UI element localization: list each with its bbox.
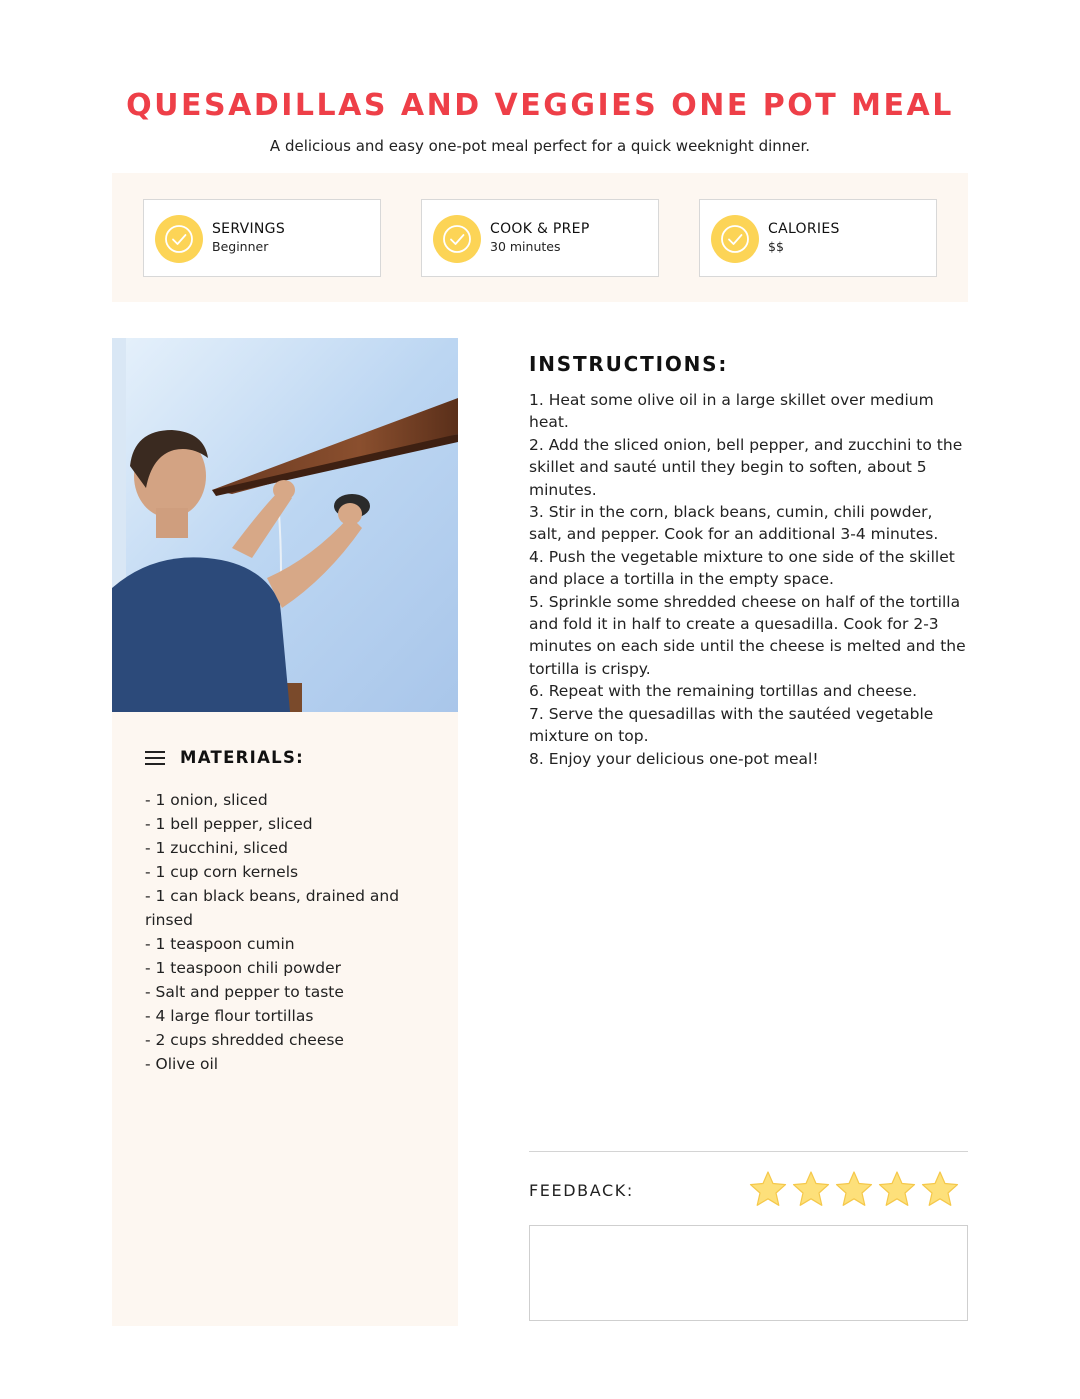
list-item: - Olive oil <box>145 1055 219 1073</box>
check-circle-icon <box>711 215 759 263</box>
instruction-step: 3. Stir in the corn, black beans, cumin, chili powder, salt, and pepper. Cook for an additional 3-4 minutes. <box>529 503 939 544</box>
materials-heading <box>145 748 304 767</box>
feedback-input[interactable] <box>529 1225 968 1321</box>
star-icon[interactable] <box>791 1169 831 1209</box>
materials-panel <box>112 338 458 1326</box>
calories-label: CALORIES <box>768 221 840 237</box>
servings-card <box>143 199 381 277</box>
info-band <box>112 173 968 302</box>
menu-icon <box>145 750 165 766</box>
list-item: - 1 bell pepper, sliced <box>145 815 313 833</box>
instruction-step: 1. Heat some olive oil in a large skillet over medium heat. <box>529 391 934 432</box>
cook-prep-card <box>421 199 659 277</box>
feedback-label: FEEDBACK: <box>529 1181 634 1200</box>
star-icon[interactable] <box>834 1169 874 1209</box>
star-rating[interactable] <box>748 1169 963 1209</box>
instructions-list <box>529 389 969 770</box>
instruction-step: 6. Repeat with the remaining tortillas and cheese. <box>529 682 918 701</box>
servings-label: SERVINGS <box>212 221 286 237</box>
list-item: - 1 teaspoon chili powder <box>145 959 341 977</box>
recipe-photo <box>112 338 458 712</box>
calories-card <box>699 199 937 277</box>
check-circle-icon <box>433 215 481 263</box>
cook-prep-label: COOK & PREP <box>490 221 590 237</box>
instructions-title: INSTRUCTIONS: <box>529 352 729 376</box>
star-icon[interactable] <box>920 1169 960 1209</box>
list-item: - 4 large flour tortillas <box>145 1007 314 1025</box>
instruction-step: 8. Enjoy your delicious one-pot meal! <box>529 749 819 768</box>
page-title: QUESADILLAS AND VEGGIES ONE POT MEAL <box>126 88 954 123</box>
list-item: - 1 onion, sliced <box>145 791 268 809</box>
instruction-step: 2. Add the sliced onion, bell pepper, and zucchini to the skillet and sauté until they begin to soften, about 5 minutes. <box>529 435 963 499</box>
list-item: - 2 cups shredded cheese <box>145 1031 344 1049</box>
materials-list <box>145 788 435 1076</box>
instruction-step: 4. Push the vegetable mixture to one side of the skillet and place a tortilla in the empty space. <box>529 547 955 589</box>
star-icon[interactable] <box>748 1169 788 1209</box>
instruction-step: 7. Serve the quesadillas with the sautéed vegetable mixture on top. <box>529 704 934 746</box>
star-icon[interactable] <box>877 1169 917 1209</box>
check-circle-icon <box>155 215 203 263</box>
servings-value: Beginner <box>212 239 269 254</box>
materials-title: MATERIALS: <box>180 748 305 767</box>
calories-value: $$ <box>768 239 784 254</box>
list-item: - Salt and pepper to taste <box>145 983 344 1001</box>
page-subtitle: A delicious and easy one-pot meal perfect for a quick weeknight dinner. <box>269 137 811 155</box>
feedback-divider <box>529 1151 968 1152</box>
instruction-step: 5. Sprinkle some shredded cheese on half of the tortilla and fold it in half to create a quesadilla. Cook for 2-3 minutes on each side until the cheese is melted and the tortilla is crispy. <box>529 592 966 678</box>
list-item: - 1 cup corn kernels <box>145 863 299 881</box>
list-item: - 1 teaspoon cumin <box>145 935 295 953</box>
list-item: - 1 zucchini, sliced <box>145 839 289 857</box>
cook-prep-value: 30 minutes <box>490 239 561 254</box>
list-item: - 1 can black beans, drained and rinsed <box>145 887 400 929</box>
